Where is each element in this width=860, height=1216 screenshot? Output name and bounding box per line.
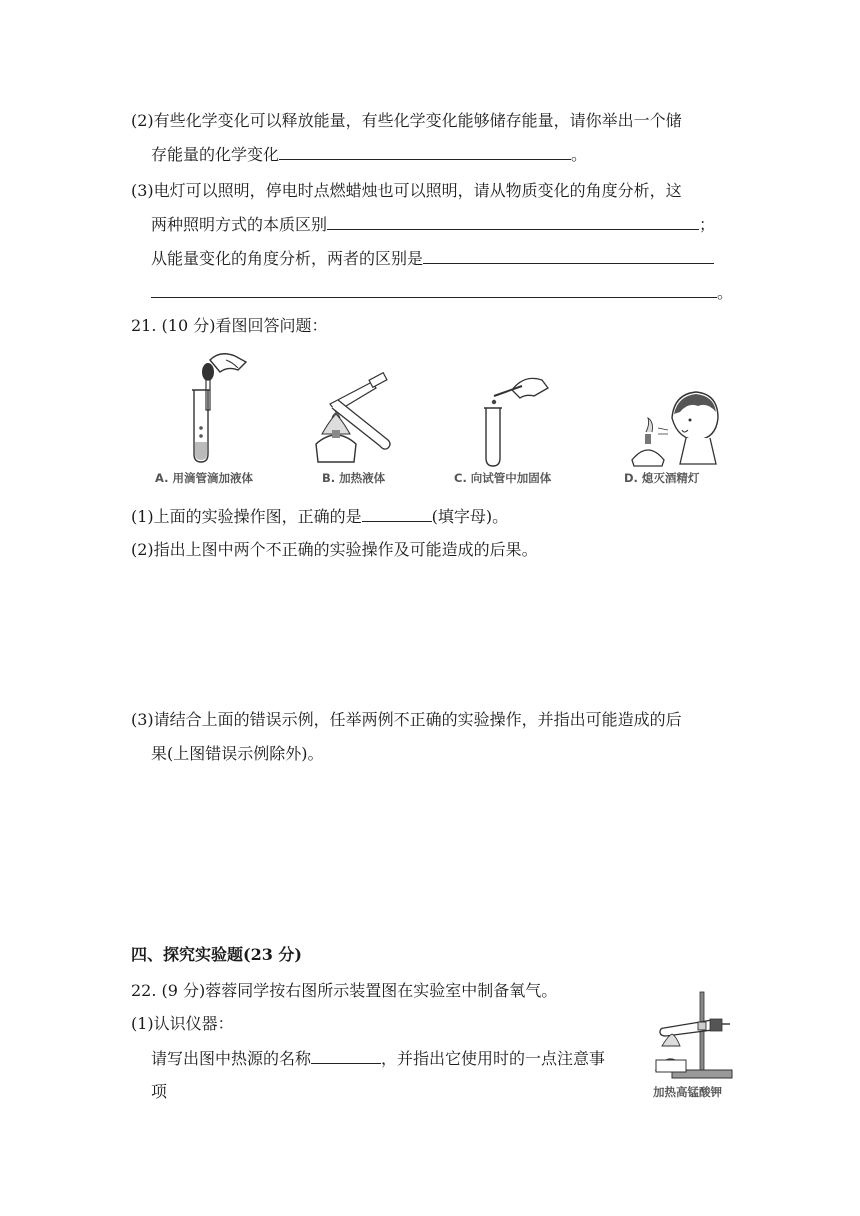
apparatus-caption: 加热高锰酸钾 xyxy=(653,1085,722,1099)
answer-blank[interactable] xyxy=(151,281,717,298)
q20-part3-line2 xyxy=(151,213,715,236)
q22-part1-rest: ，并指出它使用时的一点注意事 xyxy=(381,1049,606,1068)
answer-blank[interactable] xyxy=(362,505,432,522)
q22-title: 22. (9 分)蓉蓉同学按右图所示装置图在实验室中制备氧气。 xyxy=(131,981,558,1000)
figure-c-caption: C. 向试管中加固体 xyxy=(454,471,552,485)
q21-part2: (2)指出上图中两个不正确的实验操作及可能造成的后果。 xyxy=(131,540,538,559)
figure-a-dropper xyxy=(180,350,250,465)
q22-part1-line2: 项 xyxy=(151,1082,168,1101)
q20-part3-end: 。 xyxy=(717,283,734,302)
q21-part3-line1: (3)请结合上面的错误示例，任举两例不正确的实验操作，并指出可能造成的后 xyxy=(131,710,682,729)
figure-c-solid xyxy=(472,372,552,467)
answer-blank[interactable] xyxy=(327,213,699,230)
figure-b-caption: B. 加热液体 xyxy=(322,471,386,485)
q22-part1-text: 请写出图中热源的名称 xyxy=(151,1049,312,1068)
q20-part2-text: 存能量的化学变化 xyxy=(151,145,280,164)
answer-blank[interactable] xyxy=(311,1047,381,1064)
q20-part2-end: 。 xyxy=(571,145,588,164)
figure-d-caption: D. 熄灭酒精灯 xyxy=(624,471,700,485)
q21-part1-suffix: (填字母)。 xyxy=(431,507,509,526)
dropper-illustration xyxy=(180,350,250,465)
figure-b-heating xyxy=(310,374,410,466)
q20-part3-line4 xyxy=(151,281,733,304)
q20-part3-line1: (3)电灯可以照明，停电时点燃蜡烛也可以照明，请从物质变化的角度分析，这 xyxy=(131,181,682,200)
q21-part3-line2: 果(上图错误示例除外)。 xyxy=(151,744,324,763)
q21-part1 xyxy=(131,505,508,528)
q20-part3-text: 两种照明方式的本质区别 xyxy=(151,215,328,234)
extinguish-illustration xyxy=(628,388,724,466)
heating-illustration xyxy=(310,374,410,466)
answer-blank[interactable] xyxy=(423,247,714,264)
q20-part3-energy-text: 从能量变化的角度分析，两者的区别是 xyxy=(151,249,424,268)
figure-kmno4-apparatus xyxy=(650,990,734,1082)
q22-part1-label: (1)认识仪器： xyxy=(131,1014,234,1033)
apparatus-illustration xyxy=(650,990,734,1082)
section-four-heading: 四、探究实验题(23 分) xyxy=(131,945,302,964)
solid-illustration xyxy=(472,372,552,467)
q20-part3-line3 xyxy=(151,247,714,270)
figure-a-caption: A. 用滴管滴加液体 xyxy=(155,471,253,485)
q21-title: 21. (10 分)看图回答问题： xyxy=(131,316,328,335)
q22-part1-line1 xyxy=(151,1047,605,1070)
q21-part1-text: (1)上面的实验操作图，正确的是 xyxy=(131,507,362,526)
q20-part3-semicolon: ； xyxy=(699,215,716,234)
q20-part2-line1: (2)有些化学变化可以释放能量，有些化学变化能够储存能量，请你举出一个储 xyxy=(131,111,682,130)
q20-part2-line2 xyxy=(151,143,587,166)
figure-d-extinguish xyxy=(628,388,724,466)
answer-blank[interactable] xyxy=(279,143,571,160)
